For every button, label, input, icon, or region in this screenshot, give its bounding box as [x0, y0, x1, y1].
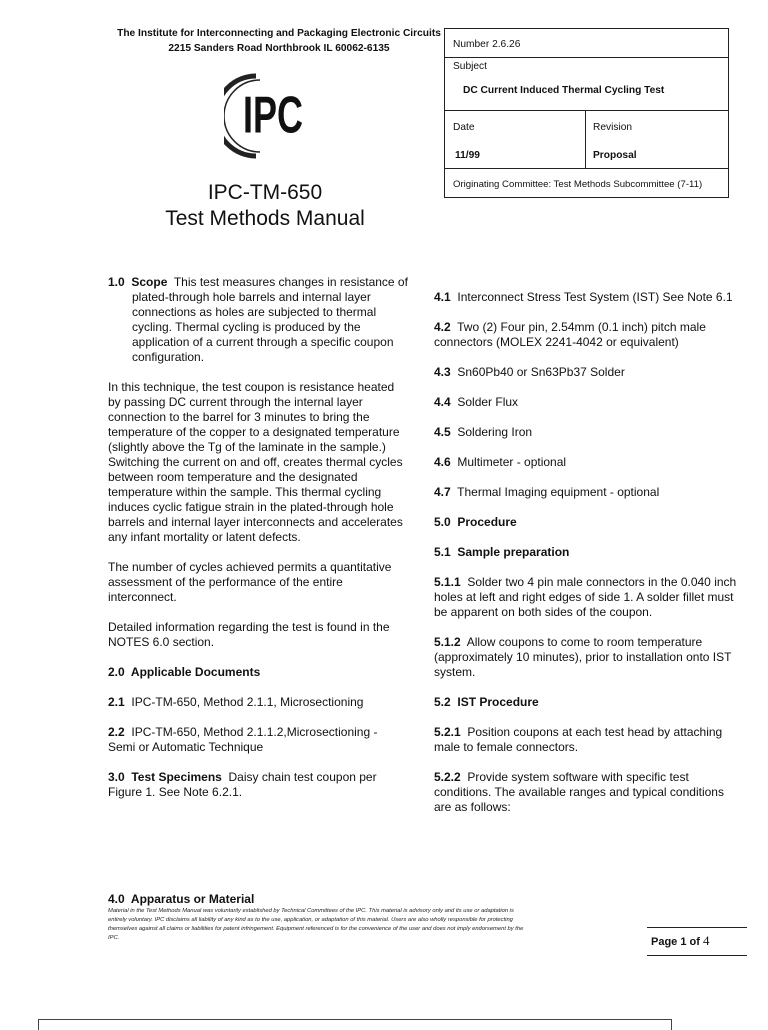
section-5-1-2: 5.1.2 Allow coupons to come to room temperature (approximately 10 minutes), prior to installation onto IST system. — [434, 635, 732, 679]
section-5-1-1: 5.1.1 Solder two 4 pin male connectors in the 0.040 inch holes at left and right edges of side 1. A solder fillet must be apparent on both sides of the coupon. — [434, 575, 737, 619]
organization-name: The Institute for Interconnecting and Packaging Electronic Circuits — [117, 28, 441, 39]
page-number-total: 4 — [702, 933, 710, 948]
committee-row — [445, 169, 728, 197]
body-paragraph: The number of cycles achieved permits a quantitative assessment of the performance of the entire interconnect. — [108, 560, 392, 604]
body-paragraph: Detailed information regarding the test is found in the NOTES 6.0 section. — [108, 620, 390, 649]
document-info-box — [444, 28, 729, 198]
ipc-logo — [224, 70, 314, 162]
next-page-edge — [38, 1019, 672, 1030]
body-paragraph: In this technique, the test coupon is resistance heated by passing DC current through the internal layer connection to the barrel for 3 minutes to bring the temperature of the copper to a designated temperature (slightly above the Tg of the laminate in the sample.) Switching the current on and off, creates thermal cycles between room temperature and the designated temperature within the sample. This thermal cycling induces cyclic fatigue strain in the plated-through hole barrels and internal layer interconnects and accelerates any infant mortality or latent defects. — [108, 380, 403, 544]
left-column — [108, 275, 408, 800]
page-number — [647, 927, 747, 956]
section-5-0-heading: 5.0 Procedure — [434, 515, 517, 529]
section-4-1: 4.1 Interconnect Stress Test System (IST) See Note 6.1 — [434, 290, 733, 304]
section-4-0-heading: 4.0 Apparatus or Material — [108, 892, 255, 906]
revision-value: Proposal — [593, 150, 637, 161]
ipc-logo-graphic — [224, 70, 314, 162]
manual-title-line2: Test Methods Manual — [165, 207, 365, 230]
section-1-0-scope: 1.0 Scope This test measures changes in resistance of plated-through hole barrels and internal layer connections as holes are subjected to thermal cycling. Thermal cycling is produced by the application of a current through a specific coupon configuration. — [108, 275, 408, 364]
date-revision-row — [445, 111, 728, 169]
section-2-0-heading: 2.0 Applicable Documents — [108, 665, 261, 679]
disclaimer-footnote: Material in the Test Methods Manual was voluntarily established by Technical Committees of the IPC. This material is advisory only and its use or adaptation is entirely voluntary. IPC disclaims all liability of any kind as to the use, application, or adaptation of this material. Users are also wholly responsible for protecting themselves against all claims or liabilities for patent infringement. Equipment referenced is for the convenience of the user and does not imply endorsement by the IPC. — [108, 908, 524, 941]
section-5-1-heading: 5.1 Sample preparation — [434, 545, 570, 559]
document-number: Number 2.6.26 — [453, 39, 521, 50]
organization-address: 2215 Sanders Road Northbrook IL 60062-6135 — [168, 43, 390, 54]
date-label: Date — [453, 122, 475, 133]
committee-text: Originating Committee: Test Methods Subcommittee (7-11) — [453, 179, 703, 190]
date-value: 11/99 — [455, 150, 480, 161]
section-4-3: 4.3 Sn60Pb40 or Sn63Pb37 Solder — [434, 365, 625, 379]
section-4-7: 4.7 Thermal Imaging equipment - optional — [434, 485, 660, 499]
logo-text: IPC — [242, 84, 304, 144]
section-2-2: 2.2 IPC-TM-650, Method 2.1.1.2,Microsectioning - Semi or Automatic Technique — [108, 725, 378, 754]
revision-label: Revision — [593, 122, 633, 133]
section-2-1: 2.1 IPC-TM-650, Method 2.1.1, Microsectioning — [108, 695, 364, 709]
section-4-6: 4.6 Multimeter - optional — [434, 455, 567, 469]
manual-title — [110, 180, 420, 232]
section-4-4: 4.4 Solder Flux — [434, 395, 519, 409]
section-3-0: 3.0 Test Specimens Daisy chain test coupon per Figure 1. See Note 6.2.1. — [108, 770, 377, 799]
organization-header — [96, 26, 462, 56]
page-number-prefix: Page 1 of — [651, 936, 700, 948]
section-5-2-heading: 5.2 IST Procedure — [434, 695, 539, 709]
number-row — [445, 29, 728, 58]
section-4-5: 4.5 Soldering Iron — [434, 425, 533, 439]
subject-value: DC Current Induced Thermal Cycling Test — [463, 85, 665, 96]
manual-title-line1: IPC-TM-650 — [207, 181, 323, 204]
section-5-2-1: 5.2.1 Position coupons at each test head by attaching male to female connectors. — [434, 725, 723, 754]
subject-row — [445, 57, 728, 111]
cell-divider — [585, 111, 586, 168]
section-4-2: 4.2 Two (2) Four pin, 2.54mm (0.1 inch) pitch male connectors (MOLEX 2241-4042 or equivalent) — [434, 320, 706, 349]
section-5-2-2: 5.2.2 Provide system software with specific test conditions. The available ranges and typical conditions are as follows: — [434, 770, 724, 814]
section-heading: Scope — [131, 275, 168, 289]
subject-label: Subject — [453, 61, 487, 72]
right-column — [434, 290, 740, 815]
